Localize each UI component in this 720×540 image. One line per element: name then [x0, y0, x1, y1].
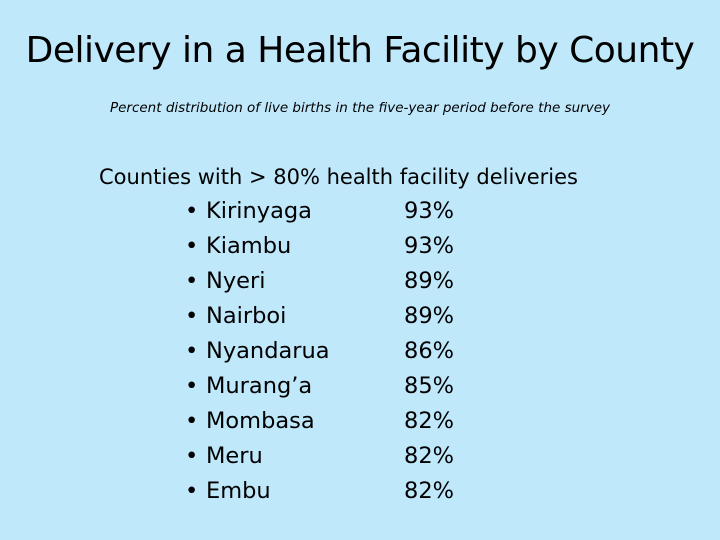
county-percent: 85% — [404, 373, 455, 399]
county-percent: 82% — [404, 478, 455, 504]
county-name: Mombasa — [206, 408, 315, 434]
county-name: Nyandarua — [206, 338, 330, 364]
county-list — [185, 196, 485, 511]
list-heading: Counties with > 80% health facility deliveries — [99, 165, 578, 189]
bullet-icon: • — [185, 268, 199, 294]
county-name: Nyeri — [206, 268, 266, 294]
bullet-icon: • — [185, 338, 199, 364]
county-percent: 89% — [404, 268, 455, 294]
bullet-icon: • — [185, 233, 199, 259]
slide-subtitle: Percent distribution of live births in the five-year period before the survey — [109, 100, 611, 116]
slide-title: Delivery in a Health Facility by County — [25, 30, 695, 71]
bullet-icon: • — [185, 443, 199, 469]
list-item — [185, 231, 485, 266]
county-name: Meru — [206, 443, 263, 469]
county-percent: 89% — [404, 303, 455, 329]
list-item — [185, 196, 485, 231]
list-item — [185, 371, 485, 406]
list-item — [185, 476, 485, 511]
bullet-icon: • — [185, 198, 199, 224]
county-name: Nairboi — [206, 303, 287, 329]
bullet-icon: • — [185, 303, 199, 329]
list-item — [185, 336, 485, 371]
county-percent: 86% — [404, 338, 455, 364]
bullet-icon: • — [185, 373, 199, 399]
county-name: Embu — [206, 478, 271, 504]
list-item — [185, 301, 485, 336]
county-percent: 93% — [404, 198, 455, 224]
bullet-icon: • — [185, 408, 199, 434]
county-name: Murang’a — [206, 373, 313, 399]
bullet-icon: • — [185, 478, 199, 504]
county-percent: 93% — [404, 233, 455, 259]
county-percent: 82% — [404, 443, 455, 469]
list-item — [185, 406, 485, 441]
county-percent: 82% — [404, 408, 455, 434]
county-name: Kirinyaga — [206, 198, 312, 224]
list-item — [185, 441, 485, 476]
list-item — [185, 266, 485, 301]
county-name: Kiambu — [206, 233, 292, 259]
